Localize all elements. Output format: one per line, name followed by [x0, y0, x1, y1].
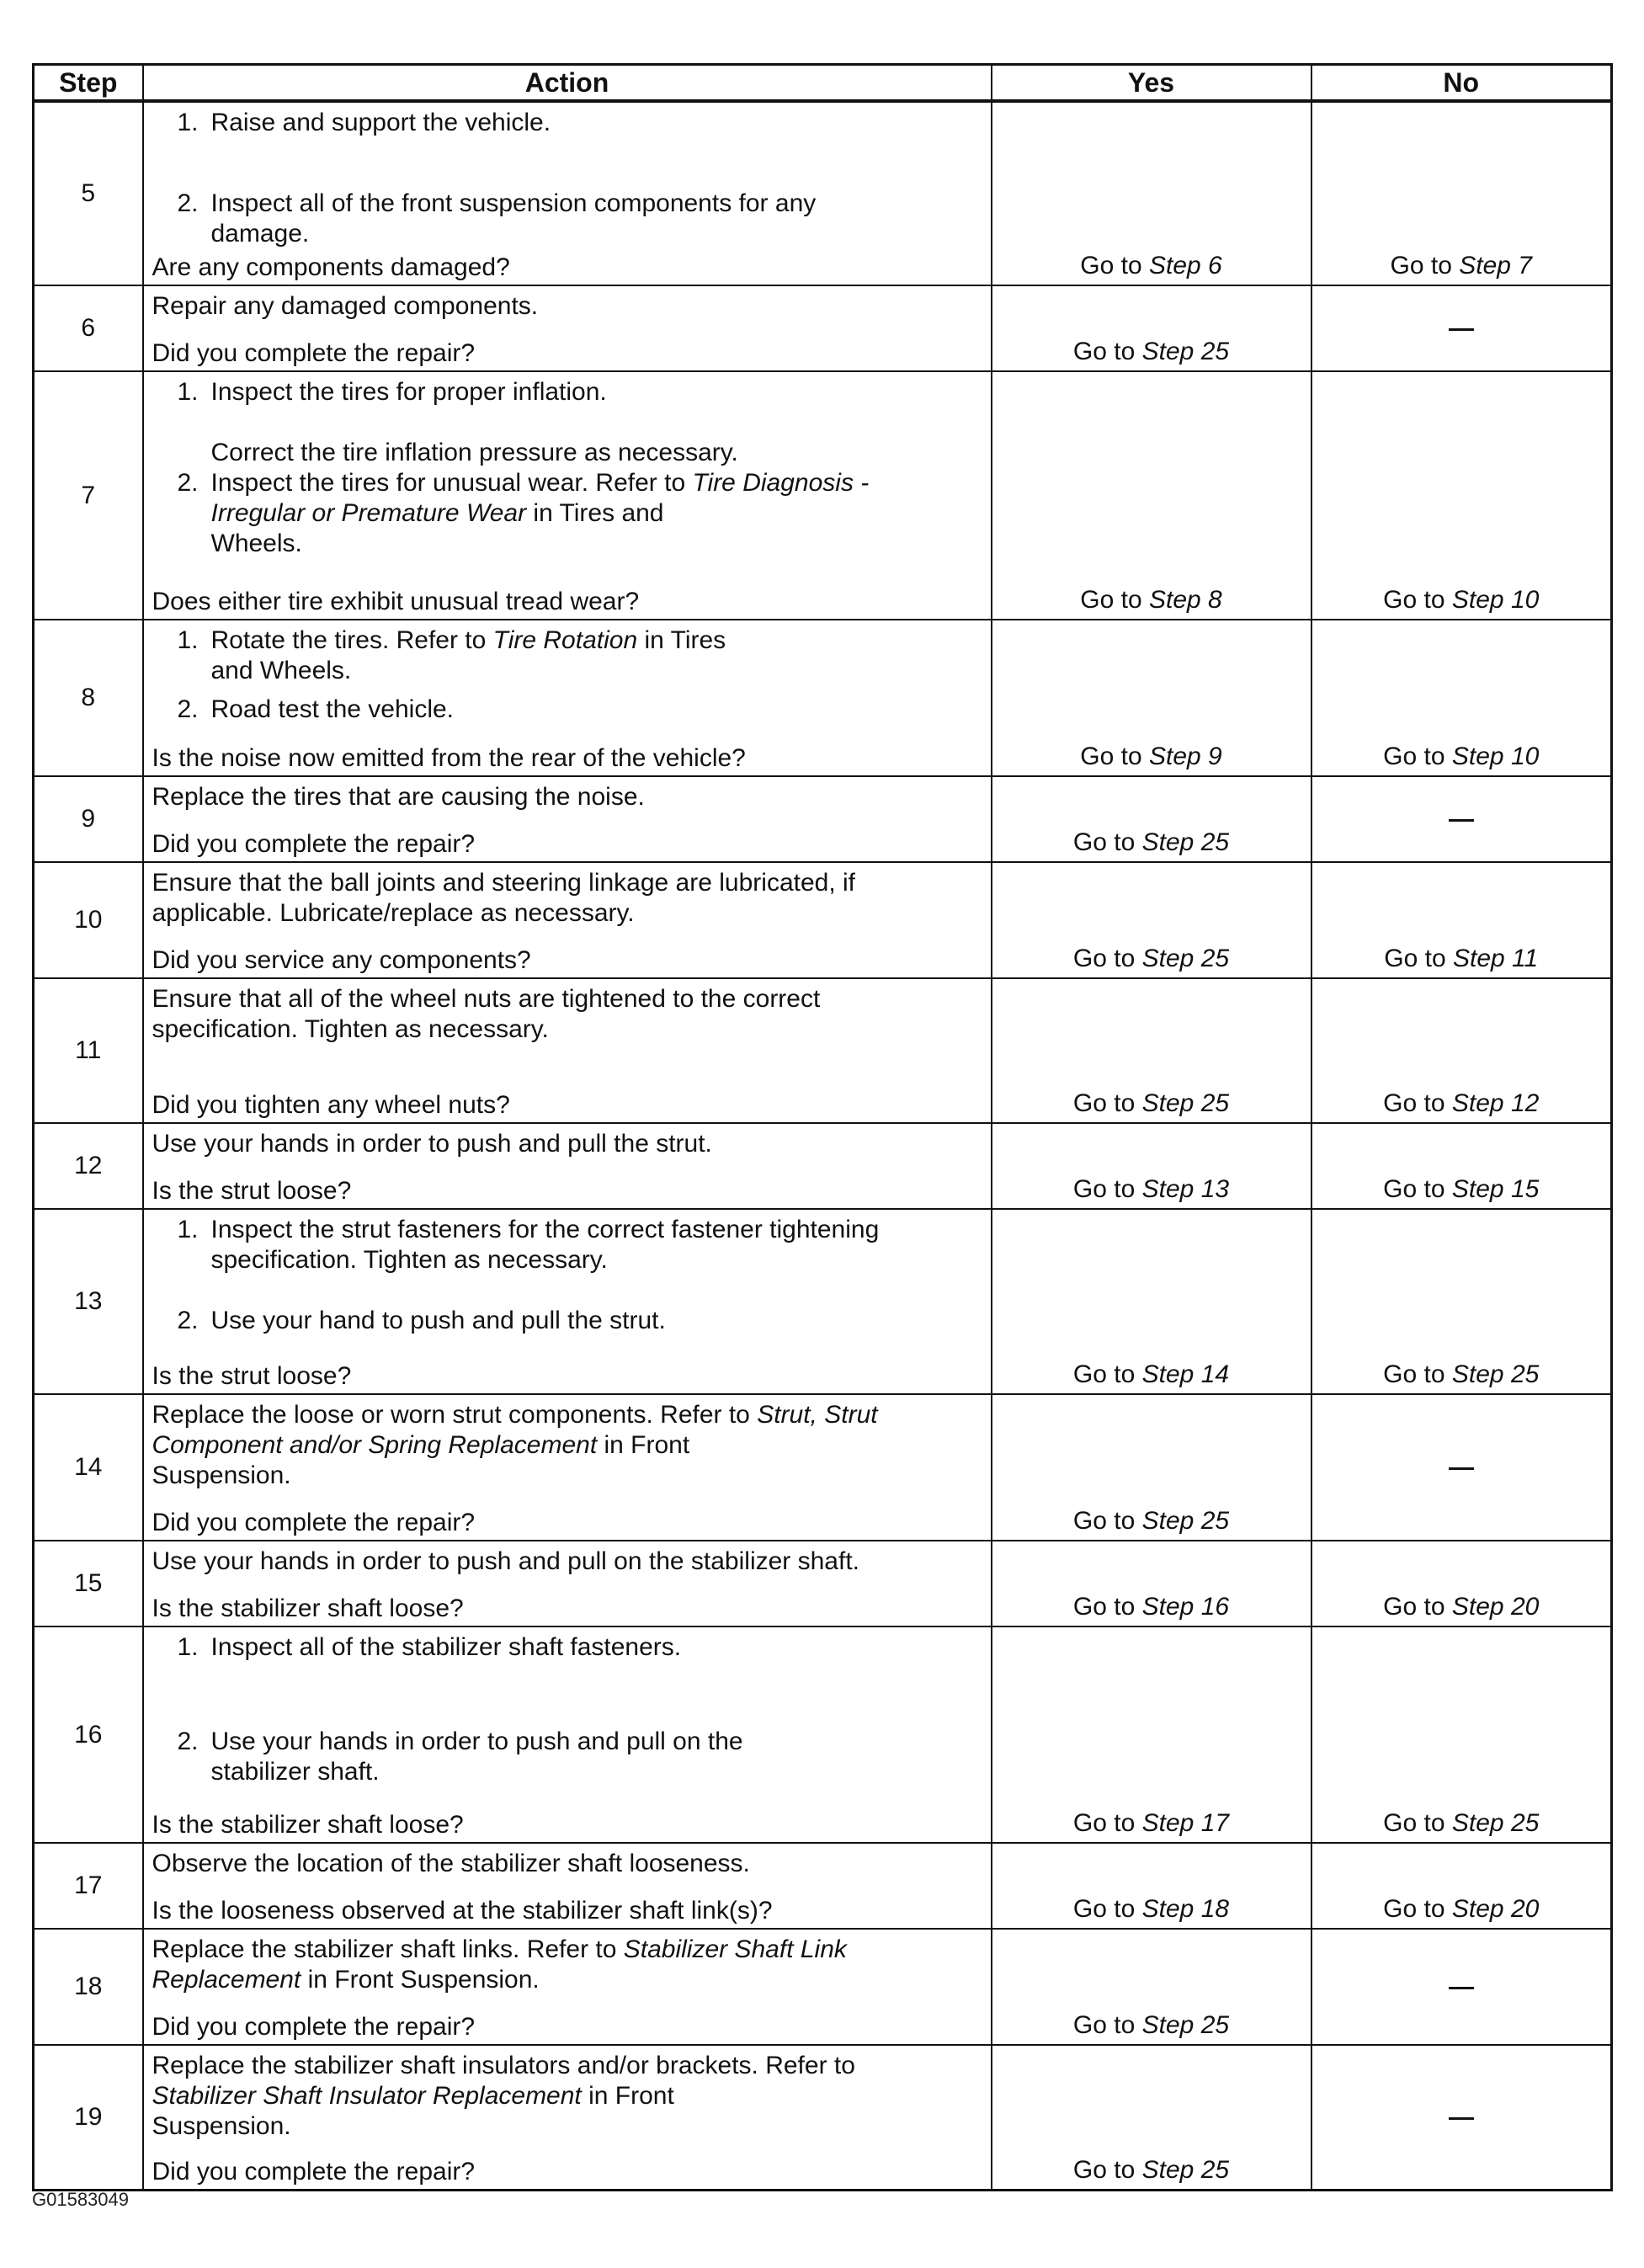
table-row: [34, 101, 1612, 285]
yes-cell: Go to Step 25: [992, 862, 1311, 978]
action-text: Ensure that all of the wheel nuts are tightened to the correct: [152, 985, 821, 1013]
action-item: 2. Inspect the tires for unusual wear. Refer to Tire Diagnosis - Irregular or Premature Wear in Tires and Wheels.: [177, 469, 870, 557]
action-question: Did you service any components?: [152, 946, 531, 974]
table-row: [34, 620, 1612, 776]
action-item: 2. Road test the vehicle.: [177, 695, 455, 723]
dash-mark: [1449, 2117, 1474, 2120]
step-number: 12: [34, 1123, 143, 1209]
yes-step-ref: Step 16: [1141, 1593, 1230, 1621]
step-number: 19: [34, 2045, 143, 2191]
action-item: 1. Inspect the strut fasteners for the correct fastener tightening specification. Tighten as necessary.: [177, 1216, 880, 1274]
table-row: [34, 1123, 1612, 1209]
step-number: 17: [34, 1843, 143, 1929]
action-text: Observe the location of the stabilizer shaft looseness.: [152, 1850, 750, 1877]
dash-mark: [1449, 819, 1474, 822]
no-cell: [1311, 1394, 1612, 1541]
table-row: [34, 1209, 1612, 1394]
no-step-ref: Step 7: [1459, 252, 1532, 280]
yes-cell: Go to Step 18: [992, 1843, 1311, 1929]
action-text: Replace the tires that are causing the noise.: [152, 783, 645, 811]
action-cell: [143, 1929, 992, 2045]
action-text: Replace the loose or worn strut components. Refer to Strut, Strut: [152, 1401, 878, 1429]
yes-cell: Go to Step 25: [992, 2045, 1311, 2191]
step-number: 7: [34, 371, 143, 620]
diagnostic-table: [32, 63, 1613, 2191]
header-no: No: [1311, 65, 1612, 102]
no-cell: [1311, 285, 1612, 371]
action-question: Is the strut loose?: [152, 1177, 352, 1205]
table-row: [34, 285, 1612, 371]
action-text: Use your hands in order to push and pull on the stabilizer shaft.: [152, 1547, 859, 1575]
table-row: [34, 1929, 1612, 2045]
step-number: 6: [34, 285, 143, 371]
no-cell: Go to Step 10: [1311, 371, 1612, 620]
no-step-ref: Step 15: [1451, 1175, 1540, 1203]
action-question: Is the strut loose?: [152, 1362, 352, 1390]
dash-mark: [1449, 328, 1474, 331]
no-cell: [1311, 776, 1612, 862]
action-text: Use your hands in order to push and pull the strut.: [152, 1130, 712, 1158]
document-id: G01583049: [32, 2189, 129, 2210]
header-action: Action: [143, 65, 992, 102]
no-cell: Go to Step 20: [1311, 1541, 1612, 1626]
action-question: Did you complete the repair?: [152, 339, 476, 367]
table-row: [34, 371, 1612, 620]
no-step-ref: Step 25: [1451, 1809, 1540, 1837]
action-cell: [143, 285, 992, 371]
yes-cell: Go to Step 9: [992, 620, 1311, 776]
action-question: Did you complete the repair?: [152, 2013, 476, 2041]
table-row: [34, 1541, 1612, 1626]
no-step-ref: Step 20: [1451, 1593, 1540, 1621]
yes-step-ref: Step 13: [1141, 1175, 1230, 1203]
table-row: [34, 1843, 1612, 1929]
yes-step-ref: Step 6: [1148, 252, 1222, 280]
action-item: 1. Rotate the tires. Refer to Tire Rotation in Tires and Wheels.: [177, 626, 726, 684]
table-row: [34, 1626, 1612, 1843]
action-question: Are any components damaged?: [152, 253, 510, 281]
no-step-ref: Step 10: [1451, 743, 1540, 770]
no-cell: Go to Step 20: [1311, 1843, 1612, 1929]
yes-step-ref: Step 14: [1141, 1360, 1230, 1388]
action-text: specification. Tighten as necessary.: [152, 1015, 549, 1043]
step-number: 5: [34, 101, 143, 285]
action-text: Suspension.: [152, 1461, 291, 1489]
action-item: 1. Raise and support the vehicle.: [177, 109, 551, 136]
action-cell: [143, 978, 992, 1123]
yes-step-ref: Step 18: [1141, 1895, 1230, 1923]
no-cell: Go to Step 10: [1311, 620, 1612, 776]
action-text: Replace the stabilizer shaft links. Refer to Stabilizer Shaft Link: [152, 1935, 847, 1963]
no-cell: Go to Step 15: [1311, 1123, 1612, 1209]
action-note: Correct the tire inflation pressure as necessary.: [210, 439, 738, 466]
step-number: 14: [34, 1394, 143, 1541]
action-question: Is the looseness observed at the stabilizer shaft link(s)?: [152, 1897, 773, 1925]
yes-cell: Go to Step 25: [992, 285, 1311, 371]
no-cell: Go to Step 12: [1311, 978, 1612, 1123]
step-number: 11: [34, 978, 143, 1123]
table-row: [34, 862, 1612, 978]
yes-cell: Go to Step 17: [992, 1626, 1311, 1843]
action-text: Ensure that the ball joints and steering linkage are lubricated, if: [152, 869, 856, 897]
no-step-ref: Step 25: [1451, 1360, 1540, 1388]
no-cell: Go to Step 25: [1311, 1209, 1612, 1394]
header-yes: Yes: [992, 65, 1311, 102]
action-cell: [143, 371, 992, 620]
action-item: 1. Inspect all of the stabilizer shaft fasteners.: [177, 1633, 682, 1661]
action-text: Suspension.: [152, 2112, 291, 2140]
action-cell: [143, 1123, 992, 1209]
action-question: Is the stabilizer shaft loose?: [152, 1595, 464, 1622]
dash-mark: [1449, 1467, 1474, 1470]
yes-step-ref: Step 25: [1141, 1507, 1230, 1535]
no-step-ref: Step 20: [1451, 1895, 1540, 1923]
action-item: 1. Inspect the tires for proper inflation.: [177, 378, 607, 406]
no-cell: [1311, 1929, 1612, 2045]
table-row: [34, 1394, 1612, 1541]
yes-cell: Go to Step 25: [992, 978, 1311, 1123]
yes-step-ref: Step 25: [1141, 945, 1230, 972]
yes-step-ref: Step 17: [1141, 1809, 1230, 1837]
yes-cell: Go to Step 14: [992, 1209, 1311, 1394]
no-cell: [1311, 2045, 1612, 2191]
action-question: Is the stabilizer shaft loose?: [152, 1811, 464, 1839]
action-question: Did you complete the repair?: [152, 1509, 476, 1536]
action-text: Repair any damaged components.: [152, 292, 539, 320]
action-cell: [143, 776, 992, 862]
table-row: [34, 2045, 1612, 2191]
action-cell: [143, 862, 992, 978]
yes-cell: Go to Step 25: [992, 1929, 1311, 2045]
no-cell: Go to Step 11: [1311, 862, 1612, 978]
action-question: Does either tire exhibit unusual tread wear?: [152, 588, 640, 615]
action-question: Is the noise now emitted from the rear of the vehicle?: [152, 744, 746, 772]
action-cell: [143, 1541, 992, 1626]
yes-step-ref: Step 25: [1141, 1089, 1230, 1117]
no-step-ref: Step 12: [1451, 1089, 1540, 1117]
yes-step-ref: Step 25: [1141, 338, 1230, 365]
yes-step-ref: Step 9: [1148, 743, 1222, 770]
step-number: 10: [34, 862, 143, 978]
step-number: 16: [34, 1626, 143, 1843]
action-text: Stabilizer Shaft Insulator Replacement in Front: [152, 2082, 674, 2110]
yes-step-ref: Step 25: [1141, 2011, 1230, 2039]
action-cell: [143, 1843, 992, 1929]
step-number: 8: [34, 620, 143, 776]
table-row: [34, 776, 1612, 862]
action-item: 2. Inspect all of the front suspension components for any damage.: [177, 189, 817, 248]
action-item: 2. Use your hand to push and pull the strut.: [177, 1307, 666, 1334]
yes-cell: Go to Step 6: [992, 101, 1311, 285]
action-cell: [143, 1394, 992, 1541]
header-step: Step: [34, 65, 143, 102]
no-cell: Go to Step 25: [1311, 1626, 1612, 1843]
step-number: 18: [34, 1929, 143, 2045]
action-cell: [143, 101, 992, 285]
no-cell: Go to Step 7: [1311, 101, 1612, 285]
step-number: 13: [34, 1209, 143, 1394]
action-text: applicable. Lubricate/replace as necessary.: [152, 899, 635, 927]
yes-step-ref: Step 8: [1148, 586, 1222, 614]
action-item: 2. Use your hands in order to push and pull on the stabilizer shaft.: [177, 1728, 743, 1786]
table-row: [34, 978, 1612, 1123]
action-cell: [143, 2045, 992, 2191]
yes-step-ref: Step 25: [1141, 2156, 1230, 2184]
action-text: Component and/or Spring Replacement in Front: [152, 1431, 690, 1459]
yes-cell: Go to Step 16: [992, 1541, 1311, 1626]
yes-cell: Go to Step 25: [992, 1394, 1311, 1541]
yes-cell: Go to Step 8: [992, 371, 1311, 620]
action-cell: [143, 1209, 992, 1394]
no-step-ref: Step 11: [1453, 945, 1539, 972]
action-question: Did you complete the repair?: [152, 2158, 476, 2185]
yes-cell: Go to Step 13: [992, 1123, 1311, 1209]
action-cell: [143, 620, 992, 776]
no-step-ref: Step 10: [1451, 586, 1540, 614]
yes-cell: Go to Step 25: [992, 776, 1311, 862]
step-number: 15: [34, 1541, 143, 1626]
action-text: Replace the stabilizer shaft insulators and/or brackets. Refer to: [152, 2052, 855, 2079]
step-number: 9: [34, 776, 143, 862]
table-header-row: [34, 65, 1612, 102]
action-question: Did you complete the repair?: [152, 830, 476, 858]
action-cell: [143, 1626, 992, 1843]
dash-mark: [1449, 1987, 1474, 1989]
yes-step-ref: Step 25: [1141, 828, 1230, 856]
action-question: Did you tighten any wheel nuts?: [152, 1091, 510, 1119]
action-text: Replacement in Front Suspension.: [152, 1966, 540, 1994]
